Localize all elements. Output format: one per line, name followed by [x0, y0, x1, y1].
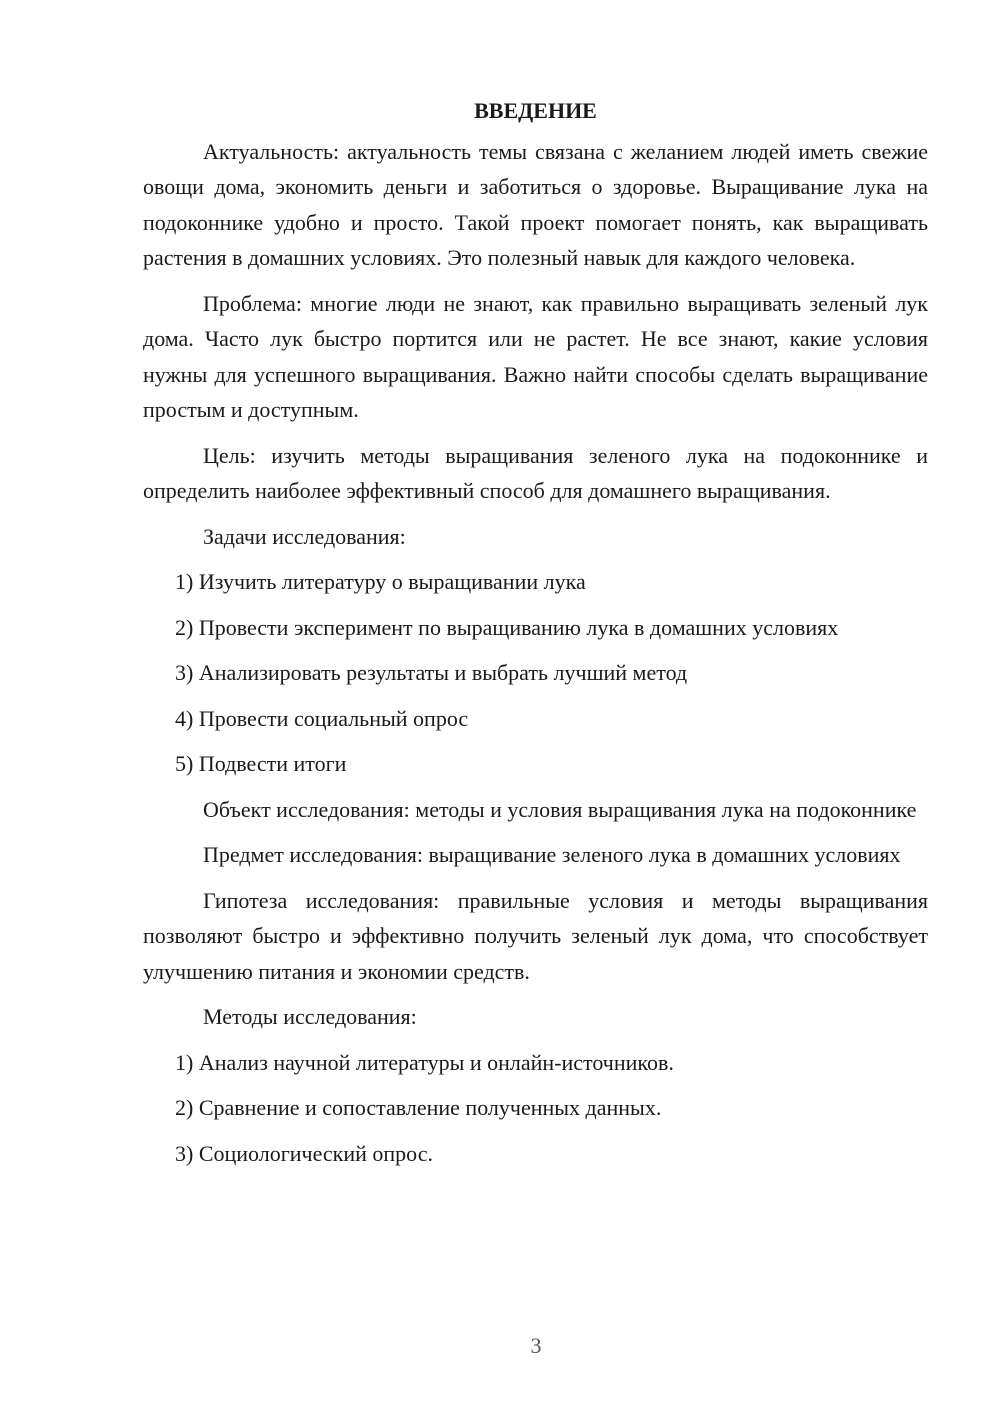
list-item: 1) Анализ научной литературы и онлайн-источников.	[175, 1049, 674, 1075]
subject-paragraph: Предмет исследования: выращивание зеленого лука в домашних условиях	[203, 842, 901, 867]
object-paragraph: Объект исследования: методы и условия выращивания лука на подоконнике	[203, 796, 917, 822]
list-item: 4) Провести социальный опрос	[175, 705, 469, 731]
list-item: 2) Провести эксперимент по выращиванию лука в домашних условиях	[175, 614, 839, 640]
list-item: 3) Анализировать результаты и выбрать лучший метод	[175, 660, 688, 685]
tasks-label: Задачи исследования:	[203, 523, 406, 549]
document-page	[143, 93, 928, 1181]
relevance-paragraph: Актуальность: актуальность темы связана с желанием людей иметь свежие овощи дома, экономить деньги и заботиться о здоровье. Выращивание лука на подоконнике удобно и просто. Такой проект помогает понять, как выращивать растения в домашних условиях. Это полезный навык для каждого человека.	[143, 138, 928, 270]
goal-paragraph: Цель: изучить методы выращивания зеленого лука на подоконнике и определить наиболее эффективный способ для домашнего выращивания.	[143, 442, 928, 503]
page-number: 3	[530, 1333, 542, 1358]
tasks-list	[143, 564, 928, 782]
methods-list	[143, 1045, 928, 1172]
list-item: 2) Сравнение и сопоставление полученных данных.	[175, 1095, 662, 1120]
methods-label: Методы исследования:	[203, 1004, 417, 1029]
list-item: 5) Подвести итоги	[175, 751, 347, 776]
hypothesis-paragraph: Гипотеза исследования: правильные условия и методы выращивания позволяют быстро и эффективно получить зеленый лук дома, что способствует улучшению питания и экономии средств.	[143, 887, 928, 984]
problem-paragraph: Проблема: многие люди не знают, как правильно выращивать зеленый лук дома. Часто лук быстро портится или не растет. Не все знают, какие условия нужны для успешного выращивания. Важно найти способы сделать выращивание простым и доступным.	[143, 290, 928, 422]
list-item: 3) Социологический опрос.	[175, 1140, 433, 1166]
section-title: ВВЕДЕНИЕ	[474, 98, 597, 123]
list-item: 1) Изучить литературу о выращивании лука	[175, 569, 586, 594]
